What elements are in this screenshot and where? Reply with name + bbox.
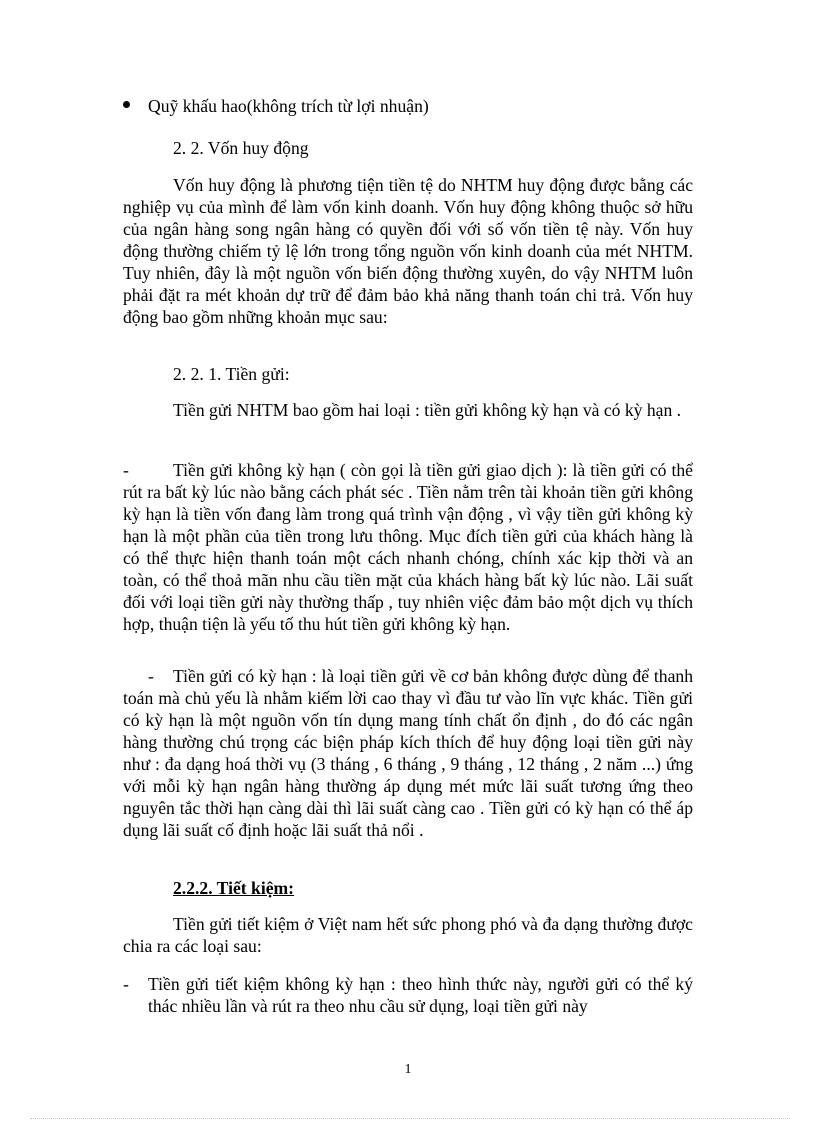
paragraph-tien-gui: Tiền gửi NHTM bao gồm hai loại : tiền gửi không kỳ hạn và có kỳ hạn .: [173, 400, 682, 420]
paragraph-intro: Vốn huy động là phương tiện tiền tệ do NHTM huy động được bằng các nghiệp vụ của mình để làm vốn kinh doanh. Vốn huy động không thuộc sở hữu của ngân hàng song ngân hàng có quyền đối với số vốn tiền tệ này. Vốn huy động thường chiếm tỷ lệ lớn trong tổng nguồn vốn kinh doanh của mét NHTM. Tuy nhiên, đây là một nguồn vốn biến động thường xuyên, do vậy NHTM luôn phải đặt ra mét khoản dự trữ để đảm bảo khả năng thanh toán chi trả. Vốn huy động bao gồm những khoản mục sau:: [123, 175, 693, 327]
bullet-icon: [123, 101, 130, 108]
section-heading-2-2-2: 2.2.2. Tiết kiệm:: [173, 878, 295, 898]
bullet-item: Quỹ khấu hao(không trích từ lợi nhuận): [148, 96, 429, 116]
bottom-divider: [30, 1118, 790, 1119]
item-tiet-kiem-khong-ky-han: Tiền gửi tiết kiệm không kỳ hạn : theo hình thức này, người gửi có thể ký thác nhiều lần và rút ra theo nhu cầu sử dụng, loại tiền gửi này: [148, 974, 693, 1016]
item-tien-gui-khong-ky-han: Tiền gửi không kỳ hạn ( còn gọi là tiền gửi giao dịch ): là tiền gửi có thể rút ra bất kỳ lúc nào bằng cách phát séc . Tiền nằm trên tài khoản tiền gửi không kỳ hạn là tiền vốn đang làm trong quá trình vận động , vì vậy tiền gửi không kỳ hạn là một phần của tiền trong lưu thông. Mục đích tiền gửi của khách hàng là có thể thực hiện thanh toán một cách nhanh chóng, chính xác kịp thời và an toàn, có thể thoả mãn nhu cầu tiền mặt của khách hàng bất kỳ lúc nào. Lãi suất đối với loại tiền gửi này thường thấp , tuy nhiên việc đảm bảo một dịch vụ thích hợp, thuận tiện là yếu tố thu hút tiền gửi không kỳ hạn.: [123, 460, 693, 634]
page-number: 1: [404, 1062, 412, 1077]
paragraph-tiet-kiem: Tiền gửi tiết kiệm ở Việt nam hết sức phong phó và đa dạng thường được chia ra các loại sau:: [123, 914, 693, 956]
section-heading-2-2: 2. 2. Vốn huy động: [173, 138, 309, 158]
section-heading-2-2-1: 2. 2. 1. Tiền gửi:: [173, 364, 290, 384]
item-tien-gui-co-ky-han: Tiền gửi có kỳ hạn : là loại tiền gửi về cơ bản không được dùng để thanh toán mà chủ yếu là nhằm kiếm lời cao thay vì đầu tư vào lĩn vực khác. Tiền gửi có kỳ hạn là một nguồn vốn tín dụng mang tính chất ổn định , do đó các ngân hàng thường chú trọng các biện pháp kích thích để huy động loại tiền gửi này như : đa dạng hoá thời vụ (3 tháng , 6 tháng , 9 tháng , 12 tháng , 2 năm ...) ứng với mỗi kỳ hạn ngân hàng thường áp dụng mét mức lãi suất tương ứng theo nguyên tắc thời hạn càng dài thì lãi suất càng cao . Tiền gửi có kỳ hạn có thể áp dụng lãi suất cố định hoặc lãi suất thả nổi .: [123, 666, 693, 840]
dash-marker: -: [148, 666, 154, 686]
dash-marker: -: [123, 460, 129, 480]
dash-marker: -: [123, 974, 129, 994]
